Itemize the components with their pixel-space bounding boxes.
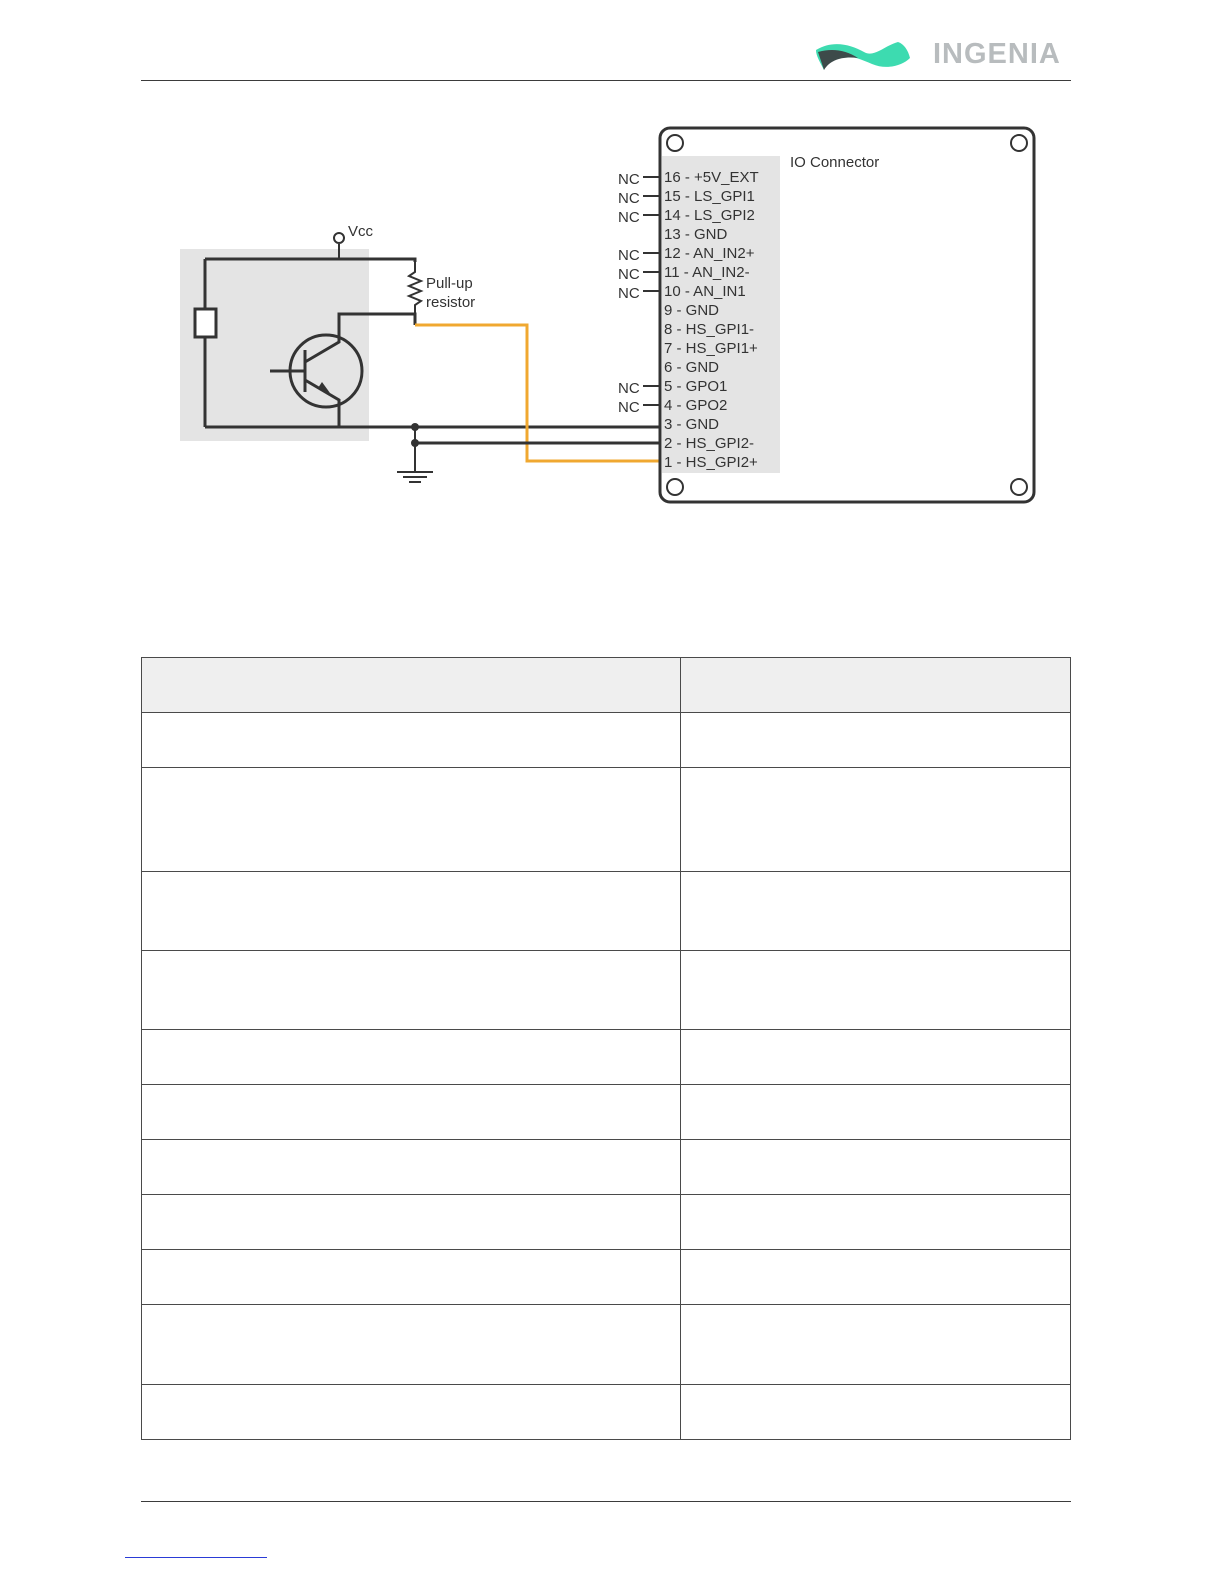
- table-cell: [142, 1140, 681, 1195]
- table-row: [142, 768, 1071, 872]
- footer-rule: [141, 1501, 1071, 1502]
- logo-text: INGENIA: [933, 38, 1061, 70]
- table-cell: [142, 1195, 681, 1250]
- table-row: [142, 1305, 1071, 1385]
- table-row: [142, 1195, 1071, 1250]
- table-row: [142, 1250, 1071, 1305]
- table-header-cell: [681, 658, 1071, 713]
- table-cell: [681, 1195, 1071, 1250]
- pin-label: 12 - AN_IN2+: [664, 245, 755, 262]
- table-row: [142, 1385, 1071, 1440]
- table-header-cell: [142, 658, 681, 713]
- table-cell: [681, 1140, 1071, 1195]
- nc-label: NC: [618, 266, 640, 283]
- table-row: [142, 951, 1071, 1030]
- module-resistor-icon: [195, 309, 216, 337]
- table-cell: [142, 1085, 681, 1140]
- table-header-row: [142, 658, 1071, 713]
- pin-label: 3 - GND: [664, 416, 720, 433]
- pin-label: 5 - GPO1: [664, 378, 728, 395]
- vcc-terminal-icon: [334, 233, 344, 243]
- footer-link-underline[interactable]: [125, 1557, 267, 1558]
- mount-hole-icon: [1011, 135, 1027, 151]
- nc-label: NC: [618, 209, 640, 226]
- nc-label: NC: [618, 171, 640, 188]
- vcc-label: Vcc: [348, 223, 374, 240]
- pin-label: 7 - HS_GPI1+: [664, 340, 758, 357]
- table-cell: [142, 951, 681, 1030]
- pullup-label-line2: resistor: [426, 294, 476, 311]
- table-cell: [681, 1305, 1071, 1385]
- pullup-label-line1: Pull-up: [426, 275, 473, 292]
- table-cell: [681, 951, 1071, 1030]
- table-cell: [681, 872, 1071, 951]
- pin-label: 11 - AN_IN2-: [664, 264, 750, 281]
- table-row: [142, 1030, 1071, 1085]
- pin-label: 16 - +5V_EXT: [664, 169, 759, 186]
- table-cell: [142, 872, 681, 951]
- pin-label: 4 - GPO2: [664, 397, 728, 414]
- nc-label: NC: [618, 285, 640, 302]
- table-row: [142, 1085, 1071, 1140]
- table-cell: [142, 1385, 681, 1440]
- table-cell: [142, 1030, 681, 1085]
- table-row: [142, 1140, 1071, 1195]
- mount-hole-icon: [1011, 479, 1027, 495]
- table-cell: [681, 1250, 1071, 1305]
- pin-label: 8 - HS_GPI1-: [664, 321, 755, 338]
- pin-label: 9 - GND: [664, 302, 720, 319]
- table-cell: [681, 1385, 1071, 1440]
- table-cell: [142, 1250, 681, 1305]
- pin-label: 13 - GND: [664, 226, 728, 243]
- table-row: [142, 872, 1071, 951]
- sensor-module: [180, 249, 369, 441]
- pin-label: 15 - LS_GPI1: [664, 188, 755, 205]
- wiring-diagram: [0, 0, 1224, 560]
- table-row: [142, 713, 1071, 768]
- table-cell: [681, 713, 1071, 768]
- table-cell: [681, 1030, 1071, 1085]
- table-cell: [142, 713, 681, 768]
- table-cell: [681, 1085, 1071, 1140]
- pin-label: 1 - HS_GPI2+: [664, 454, 758, 471]
- table-cell: [142, 768, 681, 872]
- pin-label: 14 - LS_GPI2: [664, 207, 755, 224]
- nc-label: NC: [618, 380, 640, 397]
- table-cell: [681, 768, 1071, 872]
- ground-icon: [397, 472, 433, 482]
- nc-label: NC: [618, 247, 640, 264]
- nc-label: NC: [618, 190, 640, 207]
- connector-title: IO Connector: [790, 154, 880, 171]
- mount-hole-icon: [667, 135, 683, 151]
- table-cell: [142, 1305, 681, 1385]
- pin-label: 2 - HS_GPI2-: [664, 435, 755, 452]
- pin-label: 6 - GND: [664, 359, 720, 376]
- pullup-resistor-icon: [409, 262, 421, 314]
- pin-label: 10 - AN_IN1: [664, 283, 746, 300]
- nc-label: NC: [618, 399, 640, 416]
- mount-hole-icon: [667, 479, 683, 495]
- spec-table: [141, 657, 1071, 1440]
